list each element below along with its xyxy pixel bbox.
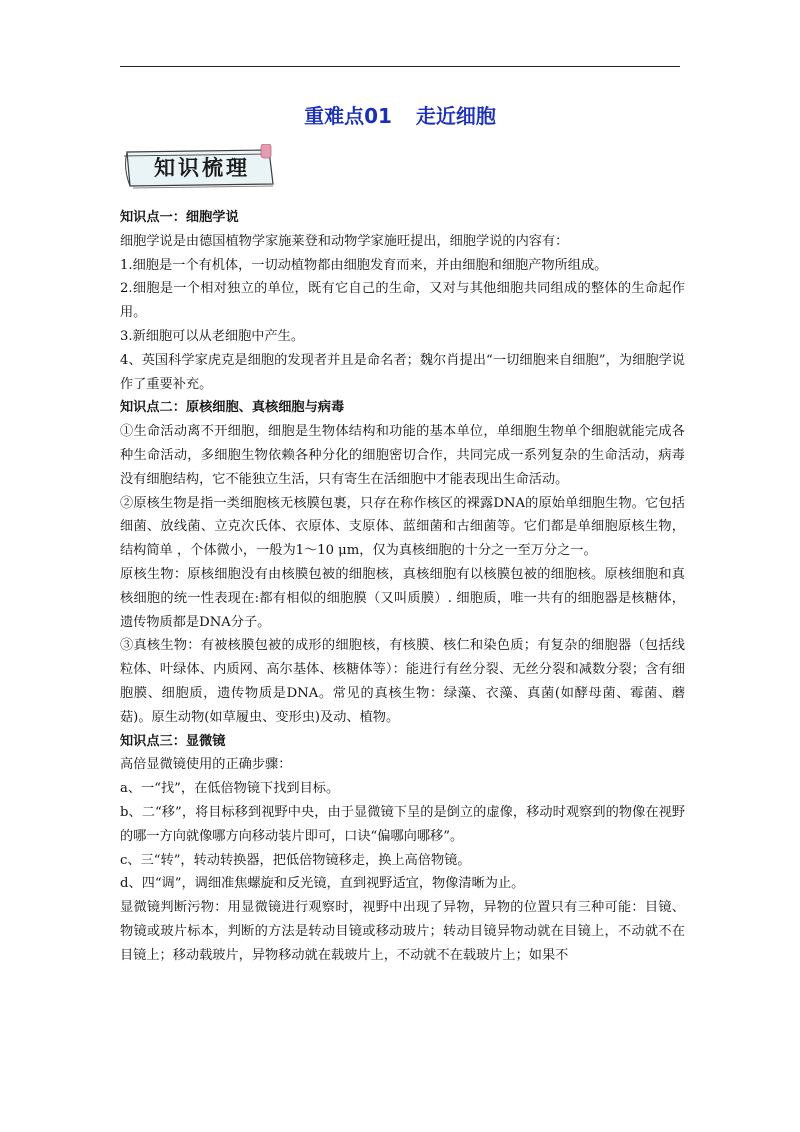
section-heading: 知识点一：细胞学说 [120,210,239,225]
paragraph: 显微镜判断污物：用显微镜进行观察时，视野中出现了异物，异物的位置只有三种可能：目镜、物镜或玻片标本，判断的方法是转动目镜或移动玻片；转动目镜异物动就在目镜上，不动就不在目镜上；移动载玻片，异物移动就在载玻片上，不动就不在载玻片上；如果不 [120,900,685,963]
paragraph: 3.新细胞可以从老细胞中产生。 [120,328,305,344]
paragraph: c、三“转”，转动转换器，把低倍物镜移走，换上高倍物镜。 [120,852,471,868]
paragraph: 原核生物：原核细胞没有由核膜包被的细胞核，真核细胞有以核膜包被的细胞核。原核细胞和真核细胞的统一性表现在:都有相似的细胞膜（又叫质膜）. 细胞质，唯一共有的细胞器是核糖体，遗传物质都是DNA分子。 [120,566,685,630]
section-badge-label: 知识梳理 [154,155,250,180]
title-text: 走近细胞 [415,104,496,128]
title-code: 重难点01 [304,104,392,128]
paragraph: 4、英国科学家虎克是细胞的发现者并且是命名者；魏尔肖提出“一切细胞来自细胞”，为细胞学说作了重要补充。 [120,352,685,392]
paragraph: b、二“移”，将目标移到视野中央，由于显微镜下呈的是倒立的虚像，移动时观察到的物像在视野的哪一方向就像哪方向移动装片即可，口诀“偏哪向哪移”。 [120,804,685,844]
paragraph: ③真核生物：有被核膜包被的成形的细胞核，有核膜、核仁和染色质；有复杂的细胞器（包括线粒体、叶绿体、内质网、高尔基体、核糖体等）：能进行有丝分裂、无丝分裂和减数分裂；含有细胞膜、细胞质，遗传物质是DNA。常见的真核生物：绿藻、衣藻、真菌(如酵母菌、霉菌、蘑菇)。原生动物(如草履虫、变形虫)及动、植物。 [120,638,685,725]
paragraph: 1.细胞是一个有机体，一切动植物都由细胞发育而来，并由细胞和细胞产物所组成。 [120,257,608,273]
paragraph: d、四“调”，调细准焦螺旋和反光镜，直到视野适宜，物像清晰为止。 [120,876,525,892]
paragraph: ①生命活动离不开细胞，细胞是生物体结构和功能的基本单位，单细胞生物单个细胞就能完成各种生命活动，多细胞生物依赖各种分化的细胞密切合作，共同完成一系列复杂的生命活动，病毒没有细胞结构，它不能独立生活，只有寄生在活细胞中才能表现出生命活动。 [120,424,685,487]
header-rule [120,66,680,67]
section-heading: 知识点二：原核细胞、真核细胞与病毒 [120,400,345,416]
paragraph: a、一“找”，在低倍物镜下找到目标。 [120,781,340,797]
section-badge [121,144,279,190]
paragraph: 细胞学说是由德国植物学家施莱登和动物学家施旺提出，细胞学说的内容有： [120,233,569,249]
section-heading: 知识点三：显微镜 [120,733,226,749]
paragraph: 高倍显微镜使用的正确步骤： [120,757,292,773]
document-body [120,206,685,968]
paragraph: 2.细胞是一个相对独立的单位，既有它自己的生命，又对与其他细胞共同组成的整体的生命起作用。 [120,281,685,321]
page-title [0,100,800,129]
paragraph: ②原核生物是指一类细胞核无核膜包裹，只存在称作核区的裸露DNA的原始单细胞生物。它包括细菌、放线菌、立克次氏体、衣原体、支原体、蓝细菌和古细菌等。它们都是单细胞原核生物，结构简单 ，个体微小，一般为1～10 μm，仅为真核细胞的十分之一至万分之一。 [120,495,685,559]
